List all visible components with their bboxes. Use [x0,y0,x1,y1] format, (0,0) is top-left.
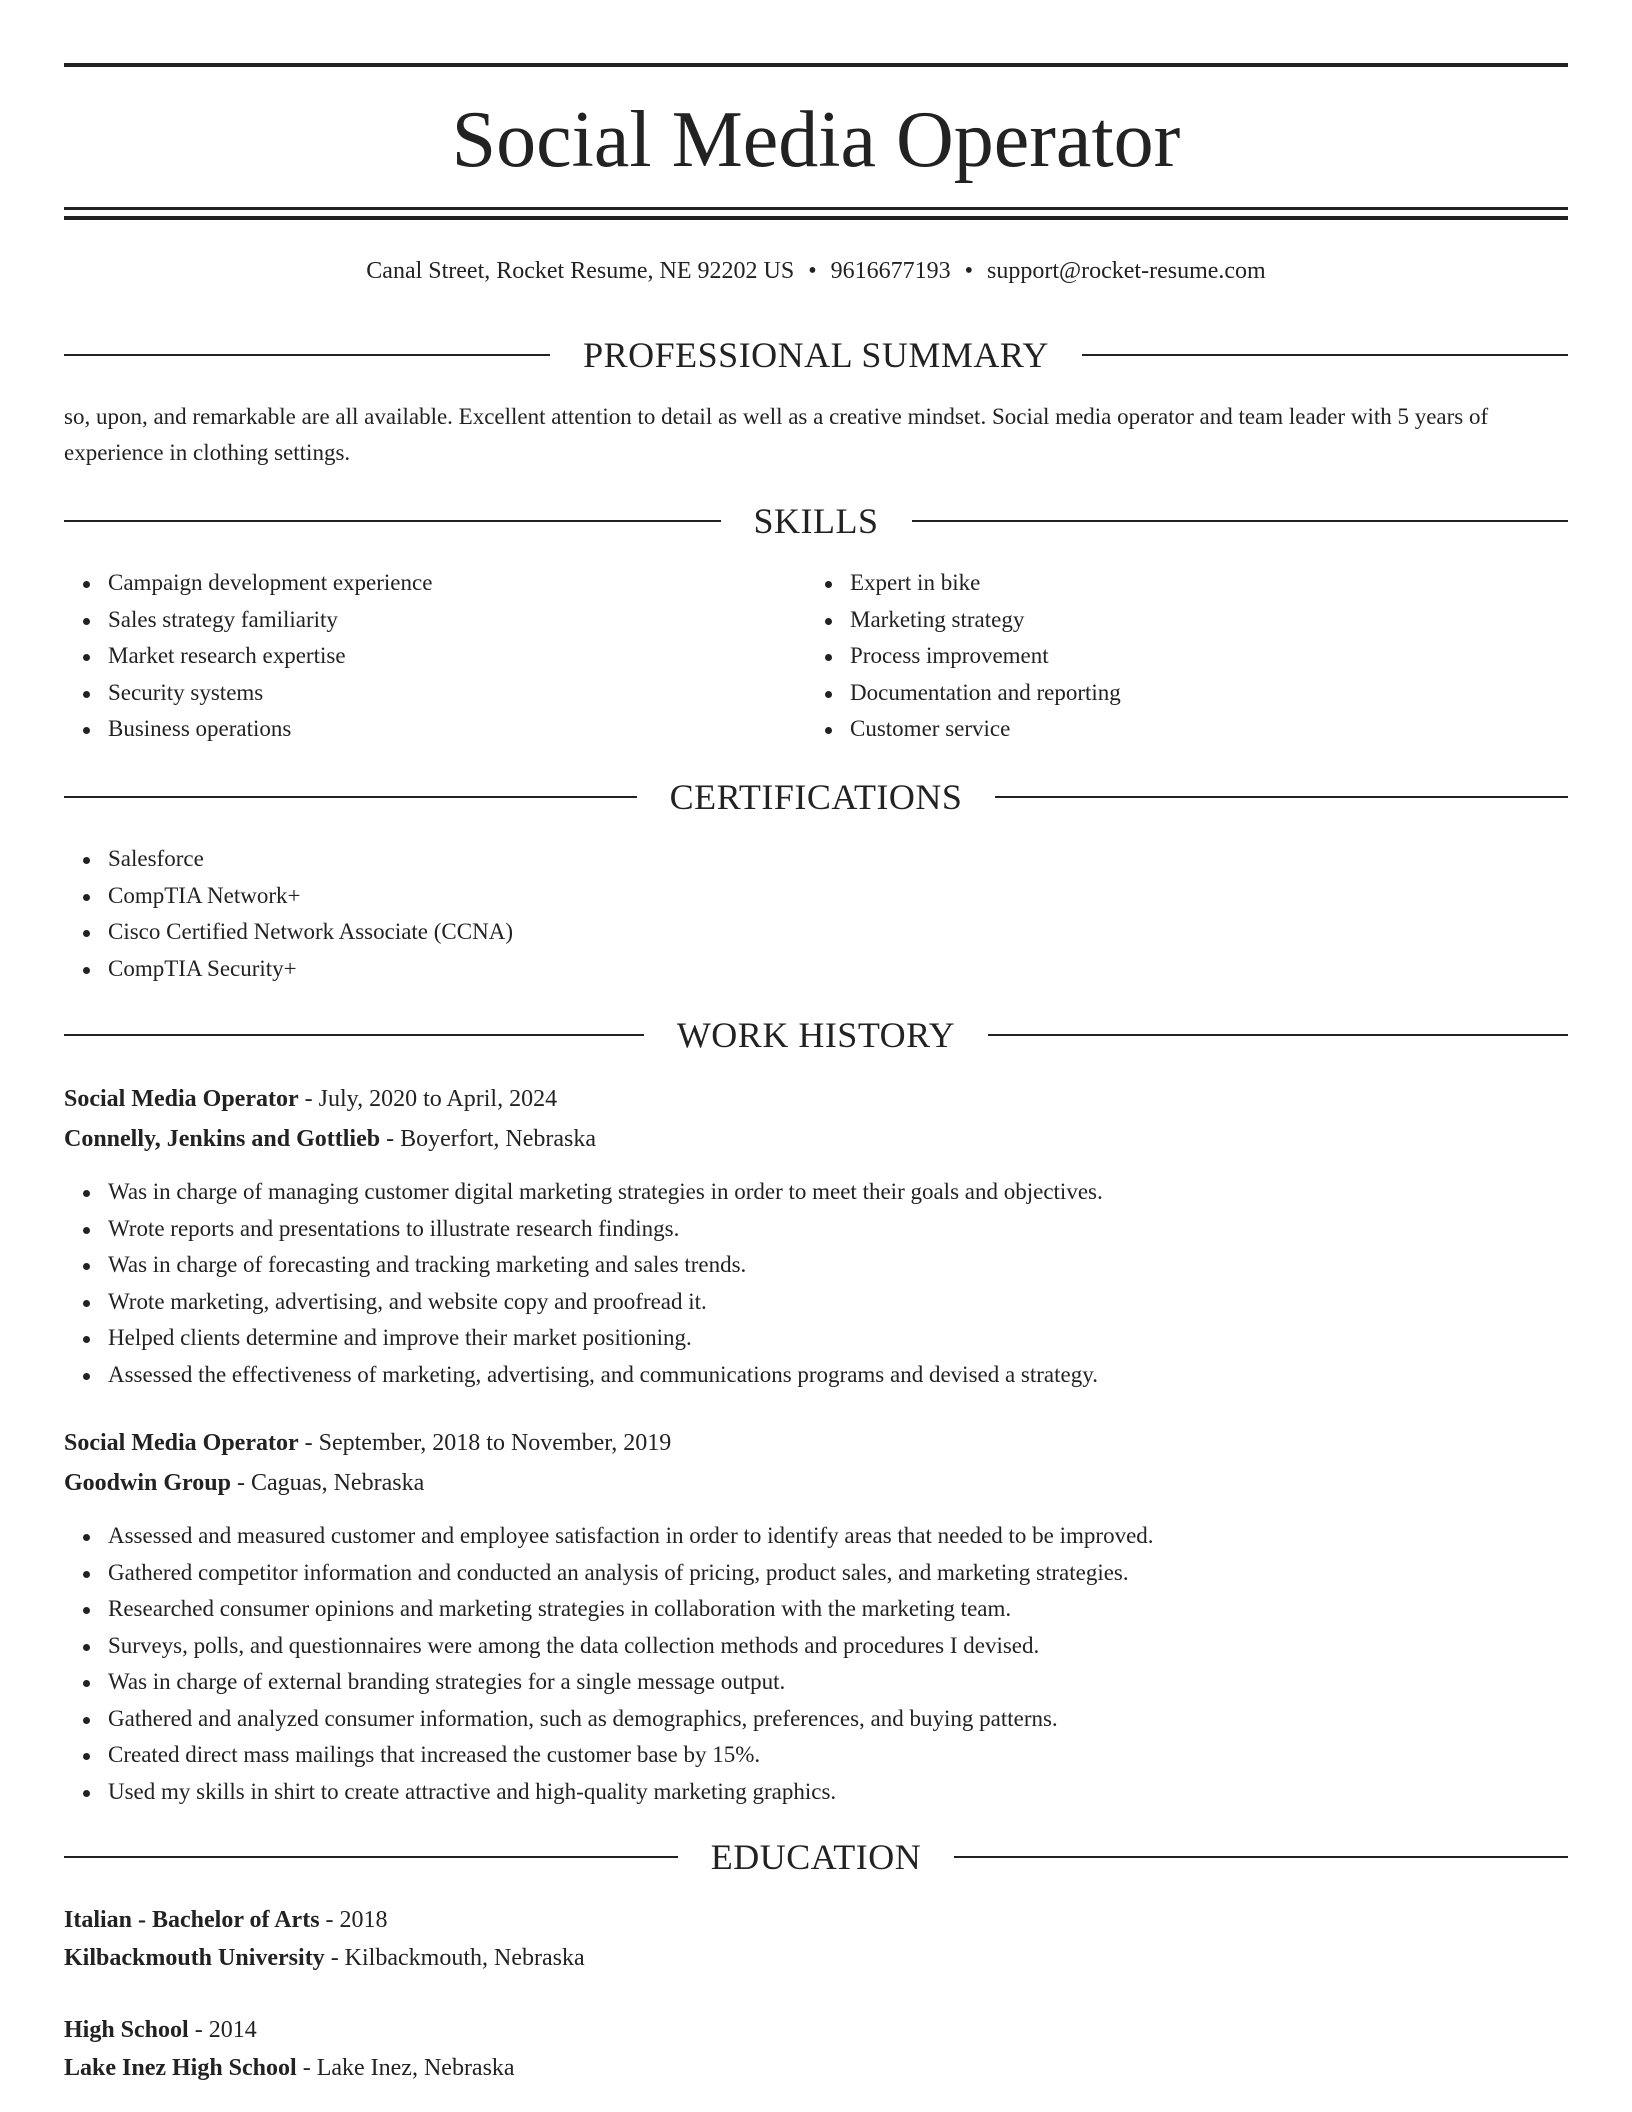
skill-item: Expert in bike [850,565,1121,602]
section-rule [1082,354,1568,356]
title-rule-lower [64,216,1568,220]
section-title: EDUCATION [710,1837,922,1877]
job-company-line [64,1466,424,1500]
education-school: Lake Inez High School [64,2055,297,2081]
certifications-list [64,841,513,987]
certification-item: CompTIA Security+ [108,951,513,988]
section-rule [954,1856,1568,1858]
skill-item: Business operations [108,711,432,748]
job-company-line [64,1122,596,1156]
section-header-summary [64,333,1568,377]
job-bullets [64,1518,1154,1810]
job-role-line [64,1082,557,1116]
certification-item: Cisco Certified Network Associate (CCNA) [108,914,513,951]
education-degree-line [64,1903,388,1937]
certification-item: CompTIA Network+ [108,878,513,915]
education-degree-line [64,2013,257,2047]
job-bullet: Surveys, polls, and questionnaires were among the data collection methods and procedures I devised. [108,1628,1154,1665]
section-title: CERTIFICATIONS [669,777,963,817]
section-rule [995,796,1568,798]
skill-item: Sales strategy familiarity [108,602,432,639]
section-rule [64,354,550,356]
section-rule [64,796,637,798]
skills-list-left [64,565,432,748]
skill-item: Security systems [108,675,432,712]
contact-line [64,254,1568,288]
job-bullets [64,1174,1103,1393]
job-company: Goodwin Group [64,1470,231,1496]
skill-item: Marketing strategy [850,602,1121,639]
job-dates: - September, 2018 to November, 2019 [298,1430,672,1456]
job-bullet: Helped clients determine and improve their market positioning. [108,1320,1103,1357]
job-bullet: Was in charge of forecasting and tracking marketing and sales trends. [108,1247,1103,1284]
education-degree: High School [64,2017,189,2043]
education-location: - Kilbackmouth, Nebraska [324,1945,585,1971]
section-rule [912,520,1569,522]
job-dates: - July, 2020 to April, 2024 [298,1086,558,1112]
contact-phone: 9616677193 [830,258,951,284]
job-location: - Caguas, Nebraska [230,1470,425,1496]
section-title: PROFESSIONAL SUMMARY [583,335,1049,375]
contact-separator: • [964,258,974,284]
contact-address: Canal Street, Rocket Resume, NE 92202 US [366,258,795,284]
skill-item: Market research expertise [108,638,432,675]
resume-title: Social Media Operator [451,96,1181,184]
job-bullet: Was in charge of external branding strategies for a single message output. [108,1664,1154,1701]
section-header-certifications [64,775,1568,819]
contact-separator: • [808,258,817,284]
skill-item: Customer service [850,711,1121,748]
section-rule [64,1034,644,1036]
education-location: - Lake Inez, Nebraska [296,2055,515,2081]
job-location: - Boyerfort, Nebraska [380,1126,596,1152]
section-title: WORK HISTORY [676,1015,956,1055]
section-header-education [64,1835,1568,1879]
job-bullet: Gathered competitor information and conducted an analysis of pricing, product sales, and marketing strategies. [108,1555,1154,1592]
job-bullet: Researched consumer opinions and marketing strategies in collaboration with the marketing team. [108,1591,1154,1628]
job-bullet: Was in charge of managing customer digital marketing strategies in order to meet their goals and objectives. [108,1174,1103,1211]
section-rule [64,1856,678,1858]
contact-email: support@rocket-resume.com [987,258,1266,284]
education-school: Kilbackmouth University [64,1945,325,1971]
section-rule [64,520,721,522]
job-bullet: Assessed the effectiveness of marketing, advertising, and communications programs and devised a strategy. [108,1357,1103,1394]
education-school-line [64,1941,585,1975]
section-header-work [64,1013,1568,1057]
skill-item: Documentation and reporting [850,675,1121,712]
job-bullet: Wrote reports and presentations to illustrate research findings. [108,1211,1103,1248]
section-header-skills [64,499,1568,543]
job-bullet: Used my skills in shirt to create attractive and high-quality marketing graphics. [108,1774,1154,1811]
job-bullet: Assessed and measured customer and employee satisfaction in order to identify areas that needed to be improved. [108,1518,1154,1555]
job-role-line [64,1426,671,1460]
skill-item: Campaign development experience [108,565,432,602]
job-role: Social Media Operator [64,1086,299,1112]
education-year: - 2014 [188,2017,257,2043]
job-bullet: Wrote marketing, advertising, and website copy and proofread it. [108,1284,1103,1321]
skills-list-right [806,565,1121,748]
certification-item: Salesforce [108,841,513,878]
title-rule-upper [64,207,1568,210]
top-rule [64,63,1568,67]
education-degree: Italian - Bachelor of Arts [64,1907,320,1933]
section-title: SKILLS [753,501,879,541]
section-rule [988,1034,1568,1036]
summary-text: so, upon, and remarkable are all available. Excellent attention to detail as well as a creative mindset. Social media operator and team leader with 5 years of experience in clothing settings. [64,404,1489,465]
education-school-line [64,2051,515,2085]
job-bullet: Gathered and analyzed consumer information, such as demographics, preferences, and buying patterns. [108,1701,1154,1738]
job-company: Connelly, Jenkins and Gottlieb [64,1126,381,1152]
job-bullet: Created direct mass mailings that increased the customer base by 15%. [108,1737,1154,1774]
job-role: Social Media Operator [64,1430,299,1456]
skill-item: Process improvement [850,638,1121,675]
education-year: - 2018 [319,1907,388,1933]
